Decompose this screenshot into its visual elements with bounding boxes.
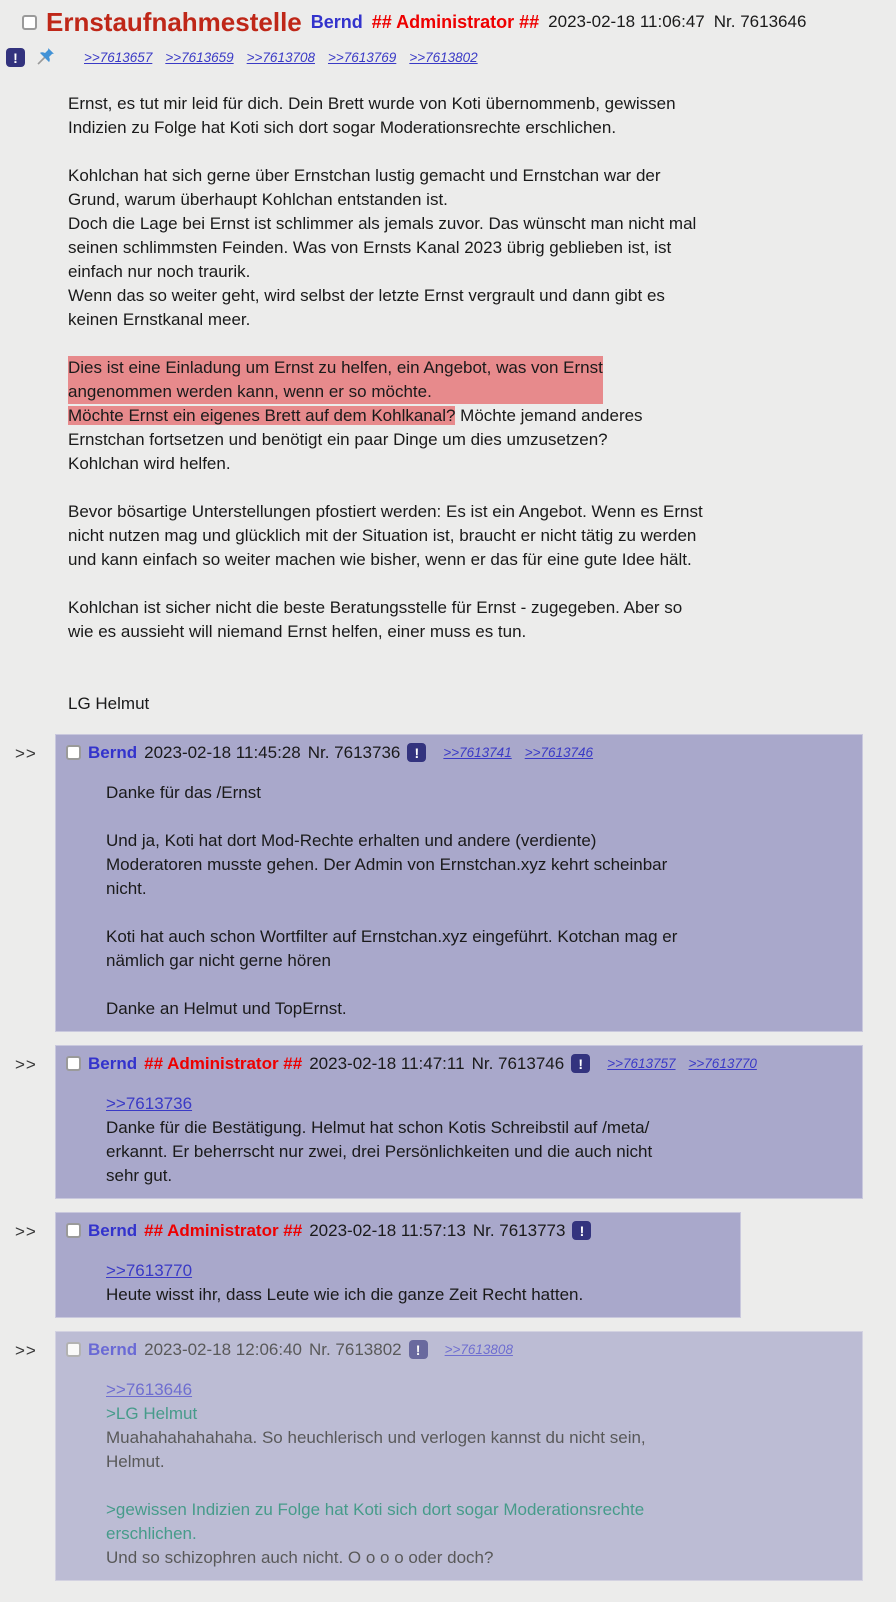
quote-link[interactable]: >>7613646 xyxy=(106,1379,193,1399)
post-text-line xyxy=(68,212,896,236)
post-text-line xyxy=(68,140,896,164)
plain-text: Grund, warum überhaupt Kohlchan entstanden ist. xyxy=(68,189,448,209)
post-text-line xyxy=(68,500,896,524)
post-text-line xyxy=(68,572,896,596)
post-text-line xyxy=(68,644,896,668)
post-text-line xyxy=(68,236,896,260)
post-text-line xyxy=(106,1378,852,1402)
post-text-line xyxy=(106,1450,852,1474)
reply-post-faded xyxy=(55,1331,863,1581)
reply-marker: >> xyxy=(15,1221,37,1241)
post-text-line xyxy=(106,1546,852,1570)
post-text-line xyxy=(68,308,896,332)
post-datetime: 2023-02-18 11:06:47 xyxy=(548,12,705,32)
op-header xyxy=(22,8,896,37)
post-text-line xyxy=(68,452,896,476)
post-checkbox[interactable] xyxy=(66,1223,81,1238)
post-text-line xyxy=(106,1474,852,1498)
backlink[interactable]: >>7613746 xyxy=(524,745,594,761)
plain-text: sehr gut. xyxy=(106,1165,173,1185)
reply-row xyxy=(0,734,896,1032)
post-text-line xyxy=(106,1402,852,1426)
backlink[interactable]: >>7613741 xyxy=(443,745,512,761)
plain-text: Muahahahahahaha. So heuchlerisch und verlogen kannst du nicht sein, xyxy=(106,1427,646,1447)
greentext: >gewissen Indizien zu Folge hat Koti sich dort sogar Moderationsrechte xyxy=(106,1499,645,1519)
plain-text: Danke für das /Ernst xyxy=(106,782,261,802)
post-text-line xyxy=(106,973,852,997)
post-datetime: 2023-02-18 11:47:11 xyxy=(309,1053,465,1073)
plain-text: Und ja, Koti hat dort Mod-Rechte erhalten und andere (verdiente) xyxy=(106,830,597,850)
plain-text: Kohlchan hat sich gerne über Ernstchan lustig gemacht und Ernstchan war der xyxy=(68,165,661,185)
post-text-line xyxy=(68,596,896,620)
plain-text: keinen Ernstkanal meer. xyxy=(68,309,251,329)
reply-post xyxy=(55,734,863,1032)
plain-text: LG Helmut xyxy=(68,693,150,713)
plain-text: Wenn das so weiter geht, wird selbst der letzte Ernst vergrault und dann gibt es xyxy=(68,285,665,305)
post-datetime: 2023-02-18 12:06:40 xyxy=(144,1339,302,1359)
plain-text: Danke für die Bestätigung. Helmut hat schon Kotis Schreibstil auf /meta/ xyxy=(106,1117,650,1137)
reply-header xyxy=(66,1054,852,1074)
plain-text: Kohlchan ist sicher nicht die beste Beratungsstelle für Ernst - zugegeben. Aber so xyxy=(68,597,683,617)
backlink[interactable]: >>7613769 xyxy=(327,50,397,66)
post-text-line xyxy=(106,781,852,805)
backlink[interactable]: >>7613808 xyxy=(444,1342,513,1358)
backlink[interactable]: >>7613708 xyxy=(246,50,315,66)
post-text-line xyxy=(68,164,896,188)
op-message xyxy=(68,92,896,716)
quote-link[interactable]: >>7613736 xyxy=(106,1093,193,1113)
post-text-line xyxy=(68,284,896,308)
post-datetime: 2023-02-18 11:57:13 xyxy=(309,1220,466,1240)
post-number: Nr. 7613746 xyxy=(471,1053,565,1073)
plain-text: Ernst, es tut mir leid für dich. Dein Brett wurde von Koti übernommenb, gewissen xyxy=(68,93,676,113)
plain-text: Moderatoren musste gehen. Der Admin von Ernstchan.xyz kehrt scheinbar xyxy=(106,854,668,874)
alert-icon[interactable]: ! xyxy=(6,48,25,67)
post-number: Nr. 7613802 xyxy=(308,1339,402,1359)
plain-text: Ernstchan fortsetzen und benötigt ein paar Dinge um dies umzusetzen? xyxy=(68,429,608,449)
post-text-line xyxy=(68,332,896,356)
plain-text: nämlich gar nicht gerne hören xyxy=(106,950,331,970)
post-datetime: 2023-02-18 11:45:28 xyxy=(144,742,301,762)
post-text-line xyxy=(68,428,896,452)
post-text-line xyxy=(106,1426,852,1450)
post-text-line xyxy=(106,1116,852,1140)
post-text-line xyxy=(106,1522,852,1546)
reply-backlinks xyxy=(445,1342,513,1357)
admin-capcode: ## Administrator ## xyxy=(144,1053,303,1073)
reply-marker: >> xyxy=(15,743,37,763)
plain-text: erkannt. Er beherrscht nur zwei, drei Persönlichkeiten und die auch nicht xyxy=(106,1141,653,1161)
post-number: Nr. 7613773 xyxy=(472,1220,566,1240)
plain-text: Möchte jemand anderes xyxy=(455,405,643,425)
post-text-line xyxy=(106,805,852,829)
post-text-line xyxy=(68,92,896,116)
plain-text: Bevor bösartige Unterstellungen pfostiert werden: Es ist ein Angebot. Wenn es Ernst xyxy=(68,501,703,521)
highlighted-text: Möchte Ernst ein eigenes Brett auf dem Kohlkanal? xyxy=(68,405,456,425)
plain-text: Und so schizophren auch nicht. O o o o oder doch? xyxy=(106,1547,494,1567)
plain-text: seinen schlimmsten Feinden. Was von Ernsts Kanal 2023 übrig geblieben ist, ist xyxy=(68,237,672,257)
backlink[interactable]: >>7613770 xyxy=(688,1056,757,1072)
post-text-line xyxy=(68,188,896,212)
post-text-line xyxy=(106,1283,730,1307)
post-text-line xyxy=(68,668,896,692)
backlink[interactable]: >>7613659 xyxy=(165,50,234,66)
post-number: Nr. 7613646 xyxy=(713,12,807,32)
backlink[interactable]: >>7613657 xyxy=(84,50,153,66)
post-text-line xyxy=(68,476,896,500)
alert-icon[interactable]: ! xyxy=(571,1054,590,1073)
post-text-line xyxy=(106,1092,852,1116)
reply-header xyxy=(66,1221,730,1241)
thread-checkbox[interactable] xyxy=(22,15,37,30)
reply-message xyxy=(106,1378,852,1570)
greentext: erschlichen. xyxy=(106,1523,197,1543)
post-text-line xyxy=(68,692,896,716)
reply-row xyxy=(0,1212,896,1318)
plain-text: Kohlchan wird helfen. xyxy=(68,453,231,473)
post-text-line xyxy=(68,404,896,428)
post-text-line xyxy=(68,116,896,140)
post-text-line xyxy=(106,901,852,925)
op-icons-row xyxy=(6,46,896,70)
op-backlinks xyxy=(84,50,478,65)
admin-capcode: ## Administrator ## xyxy=(144,1220,303,1240)
post-checkbox[interactable] xyxy=(66,745,81,760)
admin-capcode: ## Administrator ## xyxy=(371,11,540,32)
reply-message xyxy=(106,1259,730,1307)
poster-name: Bernd xyxy=(88,1053,138,1073)
greentext: >LG Helmut xyxy=(106,1403,198,1423)
plain-text: Helmut. xyxy=(106,1451,165,1471)
plain-text: nicht nutzen mag und glücklich mit der Situation ist, braucht er nicht tätig zu werden xyxy=(68,525,697,545)
alert-icon[interactable]: ! xyxy=(572,1221,591,1240)
post-number: Nr. 7613736 xyxy=(307,742,401,762)
post-text-line xyxy=(106,853,852,877)
reply-row xyxy=(0,1045,896,1199)
post-checkbox[interactable] xyxy=(66,1342,81,1357)
plain-text: nicht. xyxy=(106,878,147,898)
post-text-line xyxy=(106,1259,730,1283)
post-text-line xyxy=(68,620,896,644)
reply-message xyxy=(106,781,852,1021)
post-text-line xyxy=(68,524,896,548)
plain-text: Indizien zu Folge hat Koti sich dort sogar Moderationsrechte erschlichen. xyxy=(68,117,617,137)
alert-icon[interactable]: ! xyxy=(409,1340,428,1359)
backlink[interactable]: >>7613802 xyxy=(409,50,478,66)
reply-row xyxy=(0,1331,896,1581)
alert-icon[interactable]: ! xyxy=(407,743,426,762)
poster-name: Bernd xyxy=(88,1339,138,1359)
reply-marker: >> xyxy=(15,1054,37,1074)
post-text-line xyxy=(68,548,896,572)
post-text-line xyxy=(106,925,852,949)
plain-text: Heute wisst ihr, dass Leute wie ich die ganze Zeit Recht hatten. xyxy=(106,1284,584,1304)
post-text-line xyxy=(106,1140,852,1164)
poster-name: Bernd xyxy=(88,742,138,762)
plain-text: Danke an Helmut und TopErnst. xyxy=(106,998,347,1018)
post-text-line xyxy=(106,829,852,853)
reply-marker: >> xyxy=(15,1340,37,1360)
reply-post xyxy=(55,1045,863,1199)
plain-text: einfach nur noch traurik. xyxy=(68,261,251,281)
post-text-line xyxy=(68,356,896,404)
pin-icon xyxy=(32,46,56,70)
post-text-line xyxy=(106,1164,852,1188)
plain-text: und kann einfach so weiter machen wie bisher, wenn er das für eine gute Idee hält. xyxy=(68,549,692,569)
reply-message xyxy=(106,1092,852,1188)
reply-header xyxy=(66,743,852,763)
plain-text: Koti hat auch schon Wortfilter auf Ernstchan.xyz eingeführt. Kotchan mag er xyxy=(106,926,678,946)
post-text-line xyxy=(106,1498,852,1522)
post-text-line xyxy=(68,260,896,284)
op-post xyxy=(0,8,896,716)
post-checkbox[interactable] xyxy=(66,1056,81,1071)
post-text-line xyxy=(106,877,852,901)
backlink[interactable]: >>7613757 xyxy=(607,1056,676,1072)
quote-link[interactable]: >>7613770 xyxy=(106,1260,193,1280)
post-text-line xyxy=(106,949,852,973)
highlighted-text-block: Dies ist eine Einladung um Ernst zu helfen, ein Angebot, was von Ernst angenommen werden kann, wenn er so möchte. xyxy=(68,356,603,404)
poster-name: Bernd xyxy=(310,11,363,32)
reply-backlinks xyxy=(443,745,593,760)
plain-text: wie es aussieht will niemand Ernst helfen, einer muss es tun. xyxy=(68,621,527,641)
reply-post xyxy=(55,1212,741,1318)
poster-name: Bernd xyxy=(88,1220,138,1240)
reply-header xyxy=(66,1340,852,1360)
reply-backlinks xyxy=(607,1056,757,1071)
thread-subject: Ernstaufnahmestelle xyxy=(46,7,302,37)
plain-text: Doch die Lage bei Ernst ist schlimmer als jemals zuvor. Das wünscht man nicht mal xyxy=(68,213,697,233)
post-text-line xyxy=(106,997,852,1021)
replies-section xyxy=(0,734,896,1581)
